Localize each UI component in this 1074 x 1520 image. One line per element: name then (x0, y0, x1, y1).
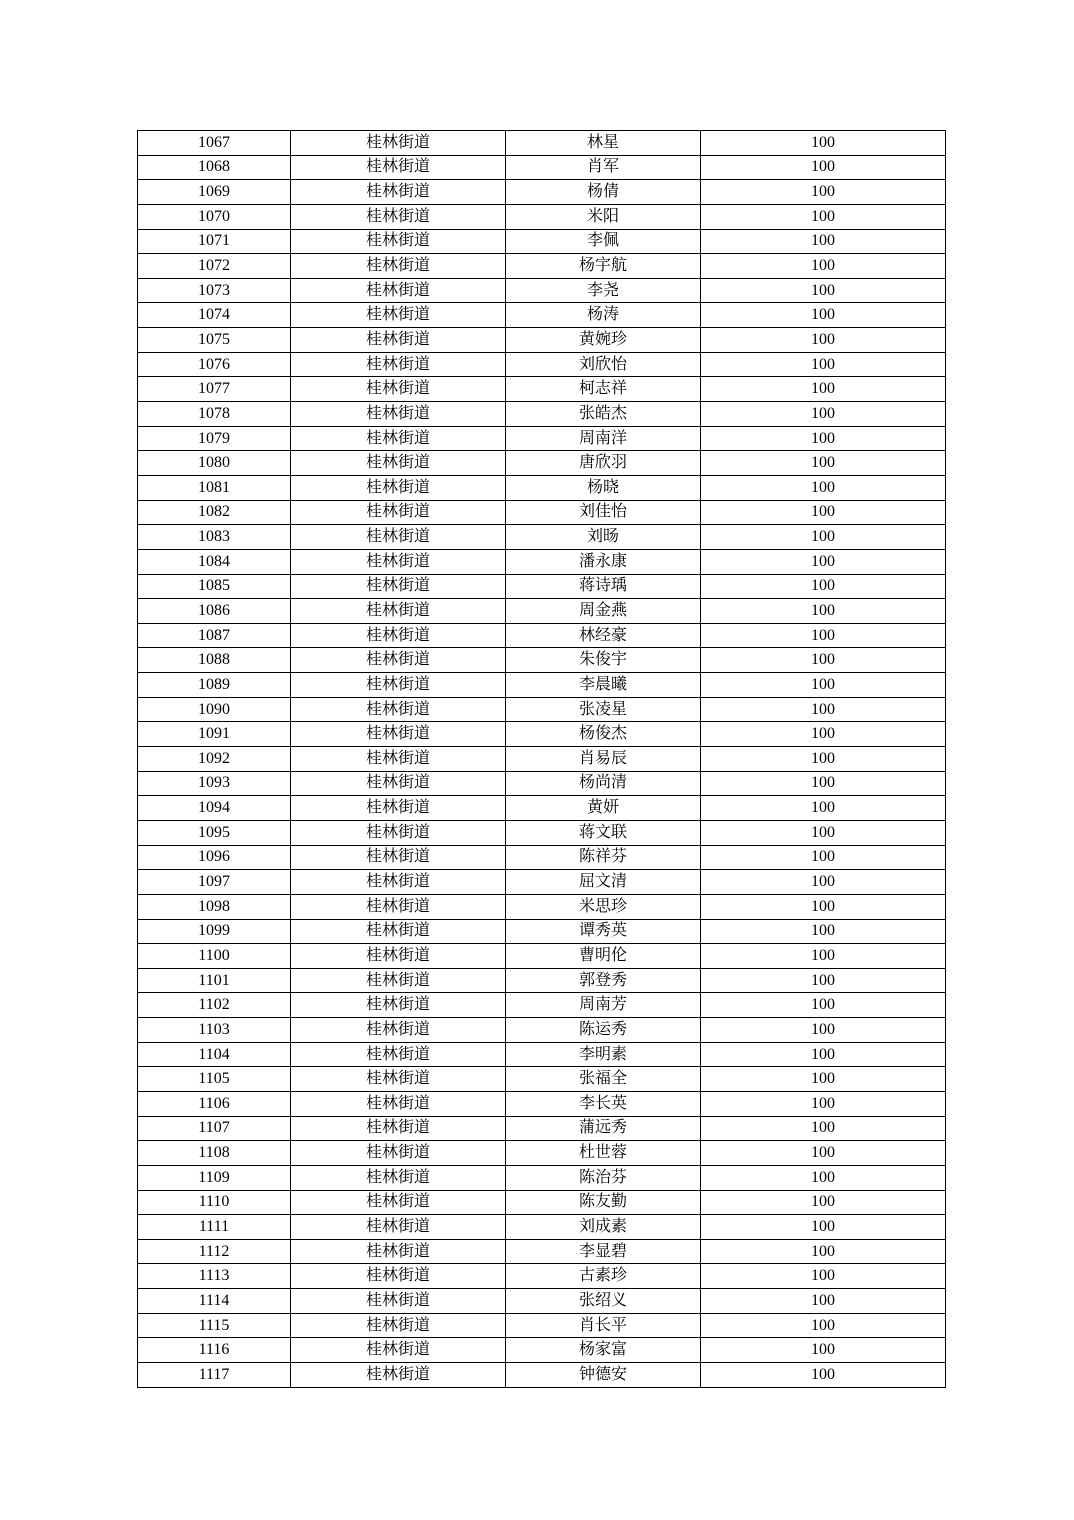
cell-id: 1097 (138, 870, 291, 895)
cell-name: 古素珍 (506, 1264, 701, 1289)
cell-score: 100 (701, 993, 946, 1018)
cell-score: 100 (701, 1215, 946, 1240)
cell-name: 杨家富 (506, 1338, 701, 1363)
cell-score: 100 (701, 549, 946, 574)
cell-district: 桂林街道 (291, 722, 506, 747)
cell-district: 桂林街道 (291, 623, 506, 648)
cell-district: 桂林街道 (291, 131, 506, 156)
cell-score: 100 (701, 845, 946, 870)
cell-name: 陈治芬 (506, 1165, 701, 1190)
table-row (138, 623, 946, 648)
cell-name: 蒋诗瑀 (506, 574, 701, 599)
table-row (138, 919, 946, 944)
cell-score: 100 (701, 1116, 946, 1141)
cell-score: 100 (701, 377, 946, 402)
cell-score: 100 (701, 229, 946, 254)
cell-score: 100 (701, 771, 946, 796)
table-row (138, 1239, 946, 1264)
cell-district: 桂林街道 (291, 1239, 506, 1264)
cell-score: 100 (701, 919, 946, 944)
cell-district: 桂林街道 (291, 673, 506, 698)
table-row (138, 451, 946, 476)
table-row (138, 303, 946, 328)
cell-id: 1085 (138, 574, 291, 599)
cell-district: 桂林街道 (291, 1289, 506, 1314)
cell-id: 1107 (138, 1116, 291, 1141)
cell-district: 桂林街道 (291, 1091, 506, 1116)
cell-name: 钟德安 (506, 1363, 701, 1388)
cell-district: 桂林街道 (291, 352, 506, 377)
cell-name: 周南洋 (506, 426, 701, 451)
cell-score: 100 (701, 155, 946, 180)
table-row (138, 673, 946, 698)
table-row (138, 500, 946, 525)
cell-name: 林星 (506, 131, 701, 156)
cell-score: 100 (701, 1289, 946, 1314)
cell-district: 桂林街道 (291, 1067, 506, 1092)
cell-id: 1100 (138, 944, 291, 969)
cell-id: 1106 (138, 1091, 291, 1116)
cell-name: 李显碧 (506, 1239, 701, 1264)
cell-name: 黄妍 (506, 796, 701, 821)
cell-score: 100 (701, 1091, 946, 1116)
table-row (138, 1091, 946, 1116)
table-row (138, 697, 946, 722)
cell-district: 桂林街道 (291, 180, 506, 205)
table-row (138, 845, 946, 870)
cell-score: 100 (701, 1190, 946, 1215)
cell-id: 1098 (138, 894, 291, 919)
cell-id: 1112 (138, 1239, 291, 1264)
cell-id: 1096 (138, 845, 291, 870)
cell-score: 100 (701, 500, 946, 525)
cell-name: 杨宇航 (506, 254, 701, 279)
cell-name: 黄婉珍 (506, 328, 701, 353)
cell-id: 1073 (138, 278, 291, 303)
cell-district: 桂林街道 (291, 648, 506, 673)
cell-score: 100 (701, 599, 946, 624)
cell-district: 桂林街道 (291, 525, 506, 550)
table-row (138, 1264, 946, 1289)
cell-id: 1091 (138, 722, 291, 747)
cell-name: 陈祥芬 (506, 845, 701, 870)
table-row (138, 328, 946, 353)
cell-district: 桂林街道 (291, 1264, 506, 1289)
cell-name: 张绍义 (506, 1289, 701, 1314)
cell-district: 桂林街道 (291, 1165, 506, 1190)
cell-id: 1088 (138, 648, 291, 673)
table-row (138, 278, 946, 303)
cell-score: 100 (701, 944, 946, 969)
cell-id: 1080 (138, 451, 291, 476)
cell-id: 1086 (138, 599, 291, 624)
cell-district: 桂林街道 (291, 229, 506, 254)
cell-score: 100 (701, 180, 946, 205)
cell-id: 1092 (138, 747, 291, 772)
cell-district: 桂林街道 (291, 796, 506, 821)
cell-id: 1115 (138, 1313, 291, 1338)
cell-name: 杜世蓉 (506, 1141, 701, 1166)
cell-score: 100 (701, 648, 946, 673)
cell-name: 唐欣羽 (506, 451, 701, 476)
cell-id: 1087 (138, 623, 291, 648)
cell-score: 100 (701, 451, 946, 476)
cell-name: 肖军 (506, 155, 701, 180)
cell-id: 1103 (138, 1018, 291, 1043)
cell-name: 李晨曦 (506, 673, 701, 698)
cell-district: 桂林街道 (291, 968, 506, 993)
cell-id: 1094 (138, 796, 291, 821)
roster-table (137, 130, 946, 1388)
cell-id: 1084 (138, 549, 291, 574)
cell-id: 1070 (138, 204, 291, 229)
cell-id: 1095 (138, 820, 291, 845)
cell-name: 米思珍 (506, 894, 701, 919)
cell-district: 桂林街道 (291, 278, 506, 303)
roster-table-body (138, 131, 946, 1388)
cell-score: 100 (701, 254, 946, 279)
cell-score: 100 (701, 1264, 946, 1289)
cell-name: 陈运秀 (506, 1018, 701, 1043)
cell-name: 刘成素 (506, 1215, 701, 1240)
cell-id: 1077 (138, 377, 291, 402)
table-row (138, 475, 946, 500)
table-row (138, 155, 946, 180)
cell-district: 桂林街道 (291, 944, 506, 969)
cell-name: 刘旸 (506, 525, 701, 550)
cell-name: 杨涛 (506, 303, 701, 328)
cell-name: 陈友勤 (506, 1190, 701, 1215)
cell-district: 桂林街道 (291, 1141, 506, 1166)
table-row (138, 574, 946, 599)
table-row (138, 894, 946, 919)
cell-district: 桂林街道 (291, 1018, 506, 1043)
table-row (138, 525, 946, 550)
cell-score: 100 (701, 1313, 946, 1338)
cell-name: 潘永康 (506, 549, 701, 574)
cell-id: 1076 (138, 352, 291, 377)
cell-score: 100 (701, 278, 946, 303)
cell-score: 100 (701, 402, 946, 427)
cell-score: 100 (701, 574, 946, 599)
cell-name: 柯志祥 (506, 377, 701, 402)
table-row (138, 1018, 946, 1043)
cell-id: 1101 (138, 968, 291, 993)
cell-district: 桂林街道 (291, 1338, 506, 1363)
table-row (138, 549, 946, 574)
cell-name: 杨俊杰 (506, 722, 701, 747)
cell-score: 100 (701, 303, 946, 328)
cell-district: 桂林街道 (291, 426, 506, 451)
cell-id: 1110 (138, 1190, 291, 1215)
cell-score: 100 (701, 1338, 946, 1363)
cell-name: 屈文清 (506, 870, 701, 895)
cell-name: 肖易辰 (506, 747, 701, 772)
cell-score: 100 (701, 1018, 946, 1043)
table-row (138, 131, 946, 156)
table-row (138, 377, 946, 402)
cell-score: 100 (701, 1067, 946, 1092)
cell-score: 100 (701, 204, 946, 229)
cell-district: 桂林街道 (291, 845, 506, 870)
cell-name: 李明素 (506, 1042, 701, 1067)
cell-id: 1109 (138, 1165, 291, 1190)
table-row (138, 870, 946, 895)
cell-district: 桂林街道 (291, 475, 506, 500)
cell-name: 张凌星 (506, 697, 701, 722)
cell-id: 1081 (138, 475, 291, 500)
cell-district: 桂林街道 (291, 549, 506, 574)
table-row (138, 402, 946, 427)
cell-id: 1068 (138, 155, 291, 180)
table-row (138, 599, 946, 624)
cell-name: 周金燕 (506, 599, 701, 624)
cell-id: 1079 (138, 426, 291, 451)
cell-district: 桂林街道 (291, 155, 506, 180)
cell-name: 林经豪 (506, 623, 701, 648)
cell-score: 100 (701, 1141, 946, 1166)
cell-name: 郭登秀 (506, 968, 701, 993)
table-row (138, 648, 946, 673)
cell-score: 100 (701, 1042, 946, 1067)
cell-id: 1111 (138, 1215, 291, 1240)
cell-district: 桂林街道 (291, 574, 506, 599)
cell-id: 1067 (138, 131, 291, 156)
cell-district: 桂林街道 (291, 599, 506, 624)
cell-score: 100 (701, 352, 946, 377)
cell-score: 100 (701, 697, 946, 722)
cell-name: 刘佳怡 (506, 500, 701, 525)
table-row (138, 1338, 946, 1363)
table-row (138, 1141, 946, 1166)
cell-score: 100 (701, 1363, 946, 1388)
cell-district: 桂林街道 (291, 451, 506, 476)
table-row (138, 722, 946, 747)
table-row (138, 968, 946, 993)
cell-name: 张福全 (506, 1067, 701, 1092)
cell-district: 桂林街道 (291, 377, 506, 402)
cell-district: 桂林街道 (291, 870, 506, 895)
cell-id: 1093 (138, 771, 291, 796)
cell-score: 100 (701, 328, 946, 353)
cell-name: 刘欣怡 (506, 352, 701, 377)
cell-id: 1113 (138, 1264, 291, 1289)
cell-district: 桂林街道 (291, 204, 506, 229)
cell-district: 桂林街道 (291, 1190, 506, 1215)
cell-district: 桂林街道 (291, 1363, 506, 1388)
cell-score: 100 (701, 747, 946, 772)
table-row (138, 796, 946, 821)
cell-id: 1082 (138, 500, 291, 525)
cell-name: 谭秀英 (506, 919, 701, 944)
table-row (138, 229, 946, 254)
cell-id: 1108 (138, 1141, 291, 1166)
cell-id: 1075 (138, 328, 291, 353)
table-row (138, 1289, 946, 1314)
table-row (138, 820, 946, 845)
table-row (138, 352, 946, 377)
table-row (138, 1165, 946, 1190)
cell-id: 1105 (138, 1067, 291, 1092)
cell-id: 1083 (138, 525, 291, 550)
cell-name: 曹明伦 (506, 944, 701, 969)
cell-score: 100 (701, 894, 946, 919)
cell-district: 桂林街道 (291, 254, 506, 279)
table-row (138, 204, 946, 229)
cell-district: 桂林街道 (291, 747, 506, 772)
table-row (138, 180, 946, 205)
cell-id: 1071 (138, 229, 291, 254)
cell-score: 100 (701, 623, 946, 648)
cell-district: 桂林街道 (291, 894, 506, 919)
cell-score: 100 (701, 1239, 946, 1264)
cell-score: 100 (701, 1165, 946, 1190)
table-row (138, 944, 946, 969)
cell-id: 1072 (138, 254, 291, 279)
cell-score: 100 (701, 525, 946, 550)
cell-district: 桂林街道 (291, 697, 506, 722)
cell-id: 1102 (138, 993, 291, 1018)
cell-district: 桂林街道 (291, 402, 506, 427)
cell-district: 桂林街道 (291, 1116, 506, 1141)
table-row (138, 1067, 946, 1092)
cell-name: 米阳 (506, 204, 701, 229)
cell-district: 桂林街道 (291, 993, 506, 1018)
cell-name: 李尧 (506, 278, 701, 303)
table-row (138, 426, 946, 451)
cell-district: 桂林街道 (291, 919, 506, 944)
cell-name: 李佩 (506, 229, 701, 254)
cell-id: 1114 (138, 1289, 291, 1314)
cell-score: 100 (701, 131, 946, 156)
cell-score: 100 (701, 475, 946, 500)
cell-district: 桂林街道 (291, 771, 506, 796)
cell-score: 100 (701, 870, 946, 895)
cell-name: 杨倩 (506, 180, 701, 205)
cell-score: 100 (701, 820, 946, 845)
cell-score: 100 (701, 673, 946, 698)
cell-score: 100 (701, 426, 946, 451)
cell-district: 桂林街道 (291, 328, 506, 353)
table-row (138, 771, 946, 796)
cell-name: 张皓杰 (506, 402, 701, 427)
cell-id: 1104 (138, 1042, 291, 1067)
cell-id: 1074 (138, 303, 291, 328)
cell-name: 李长英 (506, 1091, 701, 1116)
cell-name: 肖长平 (506, 1313, 701, 1338)
cell-id: 1078 (138, 402, 291, 427)
cell-district: 桂林街道 (291, 500, 506, 525)
cell-district: 桂林街道 (291, 820, 506, 845)
cell-name: 朱俊宇 (506, 648, 701, 673)
cell-name: 杨尚清 (506, 771, 701, 796)
cell-id: 1069 (138, 180, 291, 205)
cell-district: 桂林街道 (291, 1215, 506, 1240)
table-row (138, 747, 946, 772)
cell-score: 100 (701, 796, 946, 821)
table-row (138, 1363, 946, 1388)
cell-name: 蒲远秀 (506, 1116, 701, 1141)
cell-id: 1099 (138, 919, 291, 944)
cell-id: 1117 (138, 1363, 291, 1388)
cell-score: 100 (701, 968, 946, 993)
table-row (138, 1313, 946, 1338)
cell-name: 周南芳 (506, 993, 701, 1018)
table-row (138, 254, 946, 279)
cell-district: 桂林街道 (291, 1313, 506, 1338)
table-row (138, 1215, 946, 1240)
cell-name: 蒋文联 (506, 820, 701, 845)
cell-id: 1090 (138, 697, 291, 722)
cell-score: 100 (701, 722, 946, 747)
table-row (138, 1116, 946, 1141)
cell-id: 1116 (138, 1338, 291, 1363)
cell-id: 1089 (138, 673, 291, 698)
cell-district: 桂林街道 (291, 1042, 506, 1067)
table-row (138, 993, 946, 1018)
cell-name: 杨晓 (506, 475, 701, 500)
cell-district: 桂林街道 (291, 303, 506, 328)
table-row (138, 1042, 946, 1067)
table-row (138, 1190, 946, 1215)
